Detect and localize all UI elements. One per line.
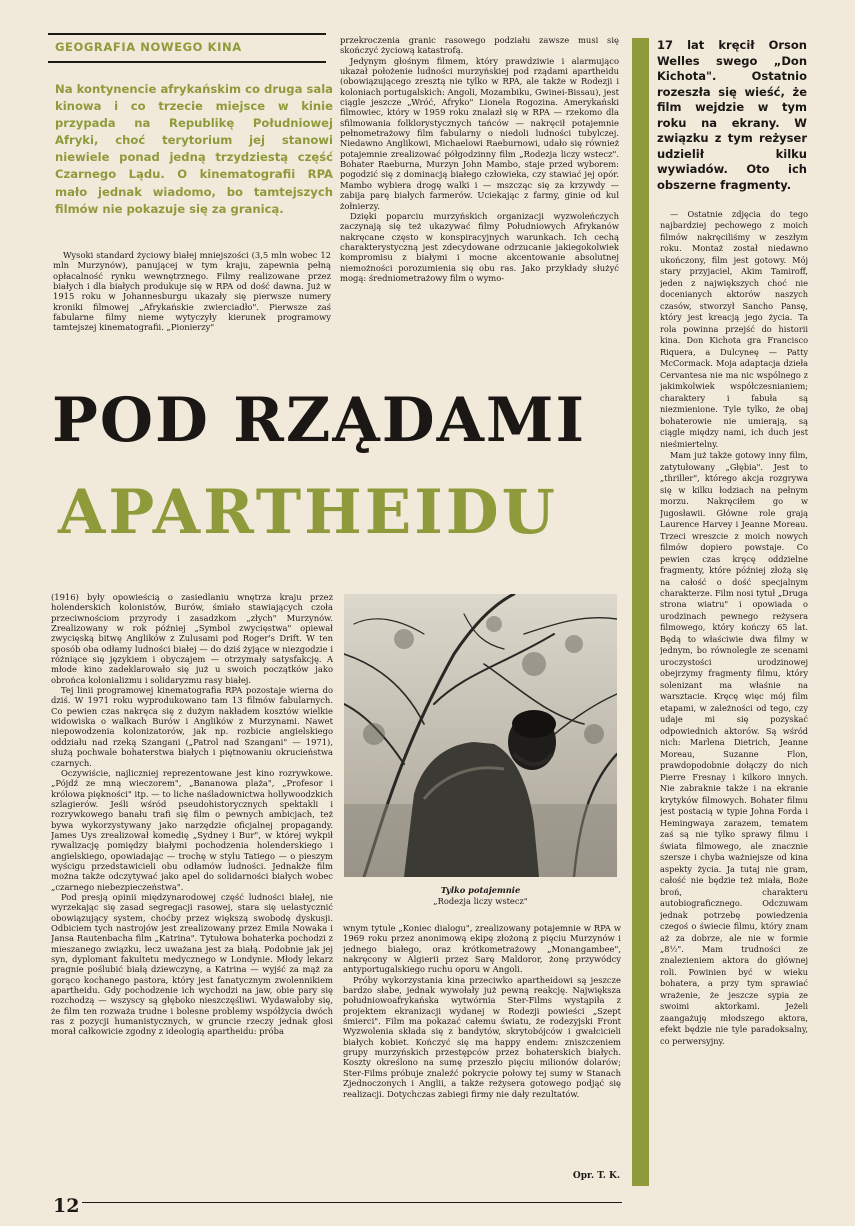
- left-paragraph: (1916) były opowieścią o zasiedlaniu wnętrza kraju przez holenderskich kolonistów, Burów, śmiało stawiających czoła przeciwnościom przyrody i zasadzkom „złych" Murzynów. Zrealizowany w rok później „Symbol zwycięstwa" opiewał zwycięską bitwę Anglików z Zulusami pod Roger's Drift. W ten sposób oba odłamy ludności białej — do dziś żyjące w niezgodzie i różniące się językiem i obyczajem — otrzymały satysfakcję. A młode kino zadeklarowało się już u swoich początków jako obrońca kolonializmu i solidaryzmu rasy białej.: [51, 592, 333, 685]
- left-paragraph: Oczywiście, najliczniej reprezentowane jest kino rozrywkowe. „Pójdź ze mną wieczorem", „Bananowa plaża", „Profesor i królowa piękności" itp. — to liche naśladownictwa hollywoodzkich szlagierów. Jeśli wśród pseudohistorycznych spektakli i rozrywkowego banału trafi się film o pewnych ambicjach, też bywa wykorzystywany jako narzędzie oficjalnej propagandy. James Uys zrealizował komedię „Sydney i Bur", w której wykpił rywalizację pomiędzy białymi pochodzenia holenderskiego i angielskiego, opowiadając — trochę w stylu Tatiego — o pieszym wyścigu przedstawicieli obu odłamów ludności. Jednakże film można także odczytywać jako apel do solidarności białych wobec „czarnego niebezpieczeństwa".: [51, 767, 333, 892]
- mid-column: [340, 35, 619, 357]
- sidebar-paragraph: — Ostatnie zdjęcia do tego najbardziej pechowego z moich filmów nakręciliśmy w zeszłym roku. Montaż został niedawno ukończony, film jest gotowy. Mój stary przyjaciel, Akim Tamiroff, jeden z największych choć nie docenianych aktorów naszych czasów, stworzył Sancho Pansę, który jest kreacją jego życia. Ta rola powinna przejść do historii kina. Don Kichota gra Francisco Riquera, a Dulcyneę — Patty McCormack. Moja adaptacja dzieła Cervantesa nie ma nic wspólnego z jakimkolwiek współczesnianiem; charaktery i fabuła są niezmienione. Tyle tylko, że obaj bohaterowie nie umierają, są ciągle między nami, ich duch jest nieśmiertelny.: [660, 209, 808, 449]
- mid-paragraph: przekroczenia granic rasowego podziału zawsze musi się skończyć życiową katastrofą.: [340, 35, 619, 56]
- headline-line-2: APARTHEIDU: [58, 477, 558, 548]
- mid-paragraph: Dzięki poparciu murzyńskich organizacji wyzwoleńczych zaczynają się też ukazywać filmy Południowych Afrykanów nakręcane często w konspiracyjnych warunkach. Ich cechą charakterystyczną jest zdecydowane odrzucanie jakiegokolwiek kompromisu z białymi i mocne akcentowanie absolutnej niemożności porozumienia się obu ras. Jako przykłady służyć mogą: średniometrażowy film o wymo-: [340, 210, 619, 283]
- page-number: 12: [53, 1195, 80, 1217]
- caption-film: „Rodezja liczy wstecz": [433, 896, 528, 906]
- mid-bottom-paragraph: wnym tytule „Koniec dialogu", zrealizowany potajemnie w RPA w 1969 roku przez anonimową ekipę złożoną z pięciu Murzynów i jednego białego, oraz krótkometrażowy „Monangambee", nakręcony w Algierii przez Sarę Maldoror, żonę przywódcy antyportugalskiego ruchu oporu w Angoli.: [343, 923, 621, 975]
- sidebar-column: [660, 209, 808, 1193]
- sidebar-lead: 17 lat kręcił Orson Welles swego „Don Kichota". Ostatnio rozeszła się wieść, że film wejdzie w tym roku na ekrany. W związku z tym reżyser udzielił kilku wywiadów. Oto ich obszerne fragmenty.: [657, 38, 807, 192]
- mid-bottom-column: [343, 923, 621, 1167]
- left-paragraph: Pod presją opinii międzynarodowej część ludności białej, nie wyrzekając się zasad segregacji rasowej, stara się uelastycznić obowiązujący system, choćby przez większą swobodę dyskusji. Odbiciem tych nastrojów jest zrealizowany przez Emila Nowaka i Jansa Rautenbacha film „Katrina". Tytułowa bohaterka pochodzi z mieszanego związku, lecz uważana jest za białą. Podobnie jak jej syn, dyplomant fakultetu medycznego w Londynie. Młody lekarz pragnie poślubić białą dziewczynę, a Katrina — wyjść za mąż za gorąco kochanego pastora, który jest fanatycznym zwolennikiem apartheidu. Gdy pochodzenie ich wychodzi na jaw, obie pary się rozchodzą — wszyscy są głęboko nieszczęśliwi. Wydawałoby się, że film ten rozważa trudne i bolesne problemy współżycia dwóch ras z pozycji humanistycznych, w gruncie rzeczy jednak głosi morał całkowicie zgodny z ideologią apartheidu: próba: [51, 891, 333, 1037]
- lead-paragraph: Na kontynencie afrykańskim co druga sala kinowa i co trzecie miejsce w kinie przypada na Republikę Południowej Afryki, choć terytorium jej stanowi niewiele ponad jedną trzydziestą część Czarnego Lądu. O kinematografii RPA mało jednak wiadomo, bo tamtejszych filmów nie pokazuje się za granicą.: [55, 82, 333, 216]
- photo-caption: [344, 885, 617, 907]
- caption-title: Tylko potajemnie: [440, 885, 521, 895]
- film-still-illustration: [344, 594, 617, 877]
- sidebar-paragraph: Mam już także gotowy inny film, zatytułowany „Głębia". Jest to „thriller", którego akcja rozgrywa się w kilku łodziach na pełnym morzu. Nakręciłem go w Jugosławii. Główne role grają Laurence Harvey i Jeanne Moreau. Trzeci wreszcie z moich nowych filmów dopiero powstaje. Co pewien czas kręcę oddzielne fragmenty, które później złożą się na całość o dość specjalnym charakterze. Film nosi tytuł „Druga strona wiatru" i opowiada o urodzinach pewnego reżysera filmowego, który kończy 65 lat. Będą to właściwie dwa filmy w jednym, bo równolegle ze scenami uroczystości urodzinowej obejrzymy fragmenty filmu, który solenizant ma właśnie na warsztacie. Kręcę więc mój film etapami, w zależności od tego, czy udaje mi się pozyskać odpowiednich aktorów. Są wśród nich: Marlena Dietrich, Jeanne Moreau, Suzanne Flon, prawdopodobnie dołączy do nich Pierre Fresnay i kilkoro innych. Nie zabraknie także i na ekranie krytyków filmowych. Bohater filmu jest postacią w typie Johna Forda i Hemingwaya zarazem, tematem zaś są nie tylko sprawy filmu i świata filmowego, ale znacznie szersze i chyba ważniejsze od kina aspekty życia. Ja tutaj nie gram, całość nie będzie też miała, Boże broń, charakteru autobiograficznego. Odczuwam jednak potrzebę powiedzenia czegoś o świecie filmu, który znam aż za dobrze, ale nie w formie „8½". Mam trudności ze znalezieniem aktora do głównej roli. Powinien być w wieku bohatera, a przy tym sprawiać wrażenie, że jeszcze sypia ze swoimi aktorkami. Jeżeli zaangażuję młodszego aktora, efekt będzie nie tyle paradoksalny, co perwersyjny.: [660, 450, 808, 1046]
- accent-bar: [632, 38, 649, 1186]
- mid-bottom-paragraph: Próby wykorzystania kina przeciwko apartheidowi są jeszcze bardzo słabe, jednak wywołały już pewną reakcję. Największa południowoafrykańska wytwórnia Ster-Films wystąpiła z projektem ekranizacji wydanej w Rodezji powieści „Szept śmierci". Film ma pokazać całemu światu, że rodezyjski Front Wyzwolenia składa się z bandytów, skrytobójców i gwałcicieli białych kobiet. Kończyć się ma happy endem: zniszczeniem grupy murzyńskich przestępców przez bohaterskich białych. Koszty określono na sumę przeszło pięciu milionów dolarów; Ster-Films próbuje znaleźć pokrycie połowy tej sumy w Stanach Zjednoczonych i Anglii, a także reżysera gotowego podjąć się realizacji. Dotychczas zabiegi firmy nie dały rezultatów.: [343, 974, 621, 1099]
- section-title: GEOGRAFIA NOWEGO KINA: [55, 40, 242, 54]
- section-rule: [48, 61, 326, 63]
- mid-paragraph: Jedynym głośnym filmem, który prawdziwie i alarmująco ukazał położenie ludności murzyńskiej pod rządami apartheidu (obowiązującego zresztą nie tylko w RPA, ale także w Rodezji i koloniach portugalskich: Angoli, Mozambiku, Gwinei-Bissau), jest ciągle jeszcze „Wróć, Afryko" Lionela Rogozina. Amerykański filmowiec, który w 1959 roku znalazł się w RPA — rzekomo dla sfilmowania folklorystycznych tańców — nakręcił potajemnie pełnometrażowy film fabularny o niedoli ludności tubylczej. Niedawno Anglikowi, Michaelowi Raeburnowi, udało się również potajemnie zrealizować półgodzinny film „Rodezja liczy wstecz". Bohater Raeburna, Murzyn John Mambo, staje przed wyborem: pogodzić się z dominacją białego człowieka, czy stawiać jej opór. Mambo wybiera drogę walki i — mszcząc się za krzywdy — zabija parę białych farmerów. Uciekając z farmy, ginie od kul żołnierzy.: [340, 55, 619, 211]
- film-still-photo: [344, 594, 617, 877]
- headline-line-1: POD RZĄDAMI: [52, 385, 586, 456]
- left-paragraph: Tej linii programowej kinematografia RPA pozostaje wierna do dziś. W 1971 roku wyprodukowano tam 13 filmów fabularnych. Co pewien czas nakręca się z dużym nakładem kosztów wielkie widowiska o walkach Burów i Anglików z Murzynami. Nawet niepowodzenia kolonizatorów, jak np. rozbicie angielskiego oddziału nad rzeką Szangani („Patrol nad Szangani" — 1971), służą pochwale bohaterstwa białych i piętnowaniu okrucieństwa czarnych.: [51, 685, 333, 768]
- intro-column: [53, 250, 331, 356]
- footer-rule: [82, 1202, 622, 1203]
- top-rule: [48, 33, 326, 35]
- author-signature: Opr. T. K.: [572, 1171, 620, 1181]
- left-column: [51, 592, 333, 1186]
- intro-paragraph: Wysoki standard życiowy białej mniejszości (3,5 mln wobec 12 mln Murzynów), panującej w tym kraju, zapewnia pełną opłacalność rynku wewnętrznego. Filmy realizowane przez białych i dla białych produkuje się w RPA od dość dawna. Już w 1915 roku w Johannesburgu ukazały się pierwsze numery kroniki filmowej „Afrykańskie zwierciadło". Pierwsze zaś fabularne filmy nieme wytyczyły kierunek programowy tamtejszej kinematografii. „Pionierzy": [53, 250, 331, 333]
